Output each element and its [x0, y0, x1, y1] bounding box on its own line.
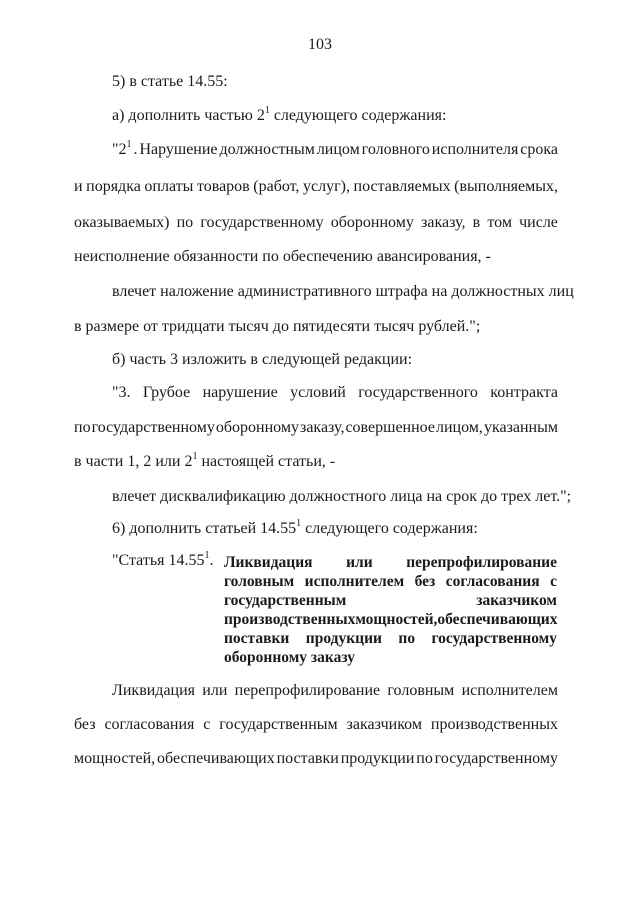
- word: государственного: [358, 384, 478, 401]
- word: головного: [361, 141, 430, 158]
- word: Грубое: [142, 384, 191, 401]
- paragraph-line: [74, 177, 558, 197]
- word: поставляемых: [353, 178, 451, 195]
- word: производственных: [430, 716, 558, 733]
- article-label: "Статья 14.55$^1$.: [112, 549, 214, 569]
- article-title-line: [224, 648, 557, 667]
- word: согласования: [104, 716, 195, 733]
- word: по: [176, 214, 194, 231]
- paragraph-line: в части 1, 2 или $2^1$ настоящей статьи, -: [74, 450, 336, 470]
- body-line: [74, 749, 558, 769]
- quote-1-line-1: [112, 140, 558, 160]
- page-number: 103: [308, 36, 332, 53]
- body-line: [74, 715, 558, 735]
- word: срока: [520, 141, 558, 158]
- word: обеспечивающих: [157, 750, 275, 767]
- word: лицом,: [435, 419, 483, 436]
- title-word: мощностей,: [355, 611, 438, 628]
- word: с: [203, 716, 211, 733]
- word: заказу,: [421, 214, 466, 231]
- word: "3.: [112, 384, 131, 401]
- quote-1-lead: "$2^1$: [112, 138, 132, 158]
- word: или: [202, 682, 228, 699]
- word: оборонному: [330, 214, 414, 231]
- word: поставки: [276, 750, 339, 767]
- penalty-line: влечет наложение административного штрафа на должностных лиц: [112, 283, 574, 300]
- title-word: или: [346, 554, 373, 571]
- word: должностным: [219, 141, 315, 158]
- word: контракта: [490, 384, 558, 401]
- title-word: с: [550, 573, 557, 590]
- title-word: головным: [224, 573, 295, 590]
- word: по: [416, 750, 433, 767]
- title-word: государственному: [431, 630, 557, 647]
- item-b: б) часть 3 изложить в следующей редакции:: [112, 351, 413, 368]
- word: исполнителем: [461, 682, 558, 699]
- word: лицом: [316, 141, 360, 158]
- article-title-line: [224, 610, 557, 629]
- word: оказываемых): [74, 214, 170, 231]
- word: государственному: [434, 750, 558, 767]
- word: Нарушение: [139, 141, 218, 158]
- title-word: согласования: [445, 573, 540, 590]
- word: исполнителя: [431, 141, 519, 158]
- title-word: перепрофилирование: [406, 554, 557, 571]
- word: продукции: [340, 750, 415, 767]
- penalty-line: в размере от тридцати тысяч до пятидесяти тысяч рублей.";: [74, 318, 481, 335]
- title-word: государственным: [224, 592, 347, 609]
- paragraph-line: [74, 213, 558, 233]
- superscript: 1: [192, 450, 198, 462]
- word: (выполняемых,: [454, 178, 558, 195]
- title-word: оборонному заказу: [224, 649, 355, 666]
- title-word: заказчиком: [476, 592, 557, 609]
- word: услуг),: [303, 178, 350, 195]
- penalty-line: влечет дисквалификацию должностного лица на срок до трех лет.";: [112, 488, 572, 505]
- article-title-line: [224, 591, 557, 610]
- title-word: производственных: [224, 611, 356, 628]
- word: оплаты: [144, 178, 194, 195]
- word: Ликвидация: [112, 682, 196, 699]
- paragraph-line: неисполнение обязанности по обеспечению авансирования, -: [74, 248, 491, 265]
- title-word: Ликвидация: [224, 554, 313, 571]
- article-title-line: [224, 629, 557, 648]
- item-a: [112, 106, 446, 126]
- word: заказчиком: [346, 716, 422, 733]
- paragraph-line: [74, 418, 558, 438]
- superscript: 1: [204, 549, 210, 561]
- title-word: обеспечивающих: [437, 611, 558, 628]
- word: головным: [387, 682, 455, 699]
- superscript: 1: [296, 517, 302, 529]
- word: государственному: [200, 214, 324, 231]
- word: перепрофилирование: [234, 682, 381, 699]
- word: государственному: [91, 419, 215, 436]
- body-line: [112, 681, 558, 701]
- paragraph-line: [112, 383, 558, 403]
- article-title: [224, 553, 557, 667]
- item-5: 5) в статье 14.55:: [112, 73, 228, 90]
- item-a-text-end: следующего содержания:: [269, 107, 447, 124]
- word: по: [74, 419, 91, 436]
- word: (работ,: [253, 178, 300, 195]
- title-word: поставки: [224, 630, 290, 647]
- title-word: по: [398, 630, 416, 647]
- title-word: без: [414, 573, 436, 590]
- word: товаров: [196, 178, 250, 195]
- word: указанным: [483, 419, 558, 436]
- word: совершенное: [345, 419, 435, 436]
- word: мощностей,: [74, 750, 156, 767]
- title-word: продукции: [305, 630, 382, 647]
- superscript: 1: [264, 104, 270, 116]
- word: порядка: [86, 178, 141, 195]
- word: условий: [290, 384, 346, 401]
- word: заказу,: [300, 419, 345, 436]
- item-6: 6) дополнить статьей 14.55$^1$ следующего содержания:: [112, 517, 478, 537]
- article-title-line: [224, 553, 557, 572]
- word: без: [74, 716, 96, 733]
- word: .: [133, 141, 138, 158]
- word: и: [74, 178, 83, 195]
- article-title-line: [224, 572, 557, 591]
- word: том: [487, 214, 512, 231]
- title-word: исполнителем: [304, 573, 405, 590]
- word: в: [472, 214, 481, 231]
- quote-1-rest: [132, 140, 558, 160]
- word: государственным: [219, 716, 338, 733]
- item-a-text: а) дополнить частью 2: [112, 107, 265, 124]
- word: нарушение: [202, 384, 278, 401]
- word: оборонному: [215, 419, 299, 436]
- word: числе: [519, 214, 558, 231]
